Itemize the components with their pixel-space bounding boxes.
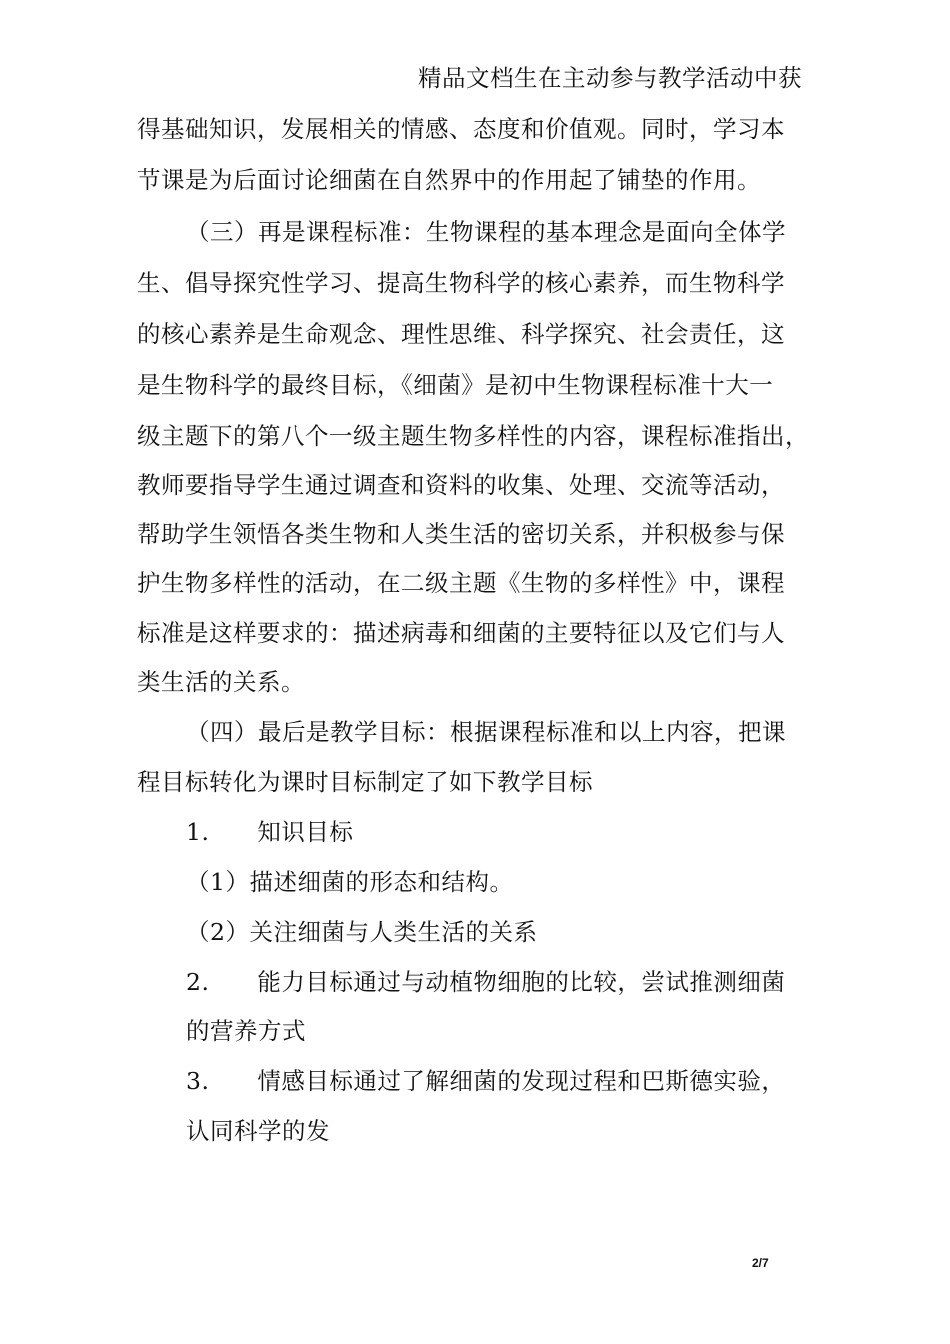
text-line: （三）再是课程标准：生物课程的基本理念是面向全体学 [186, 218, 786, 246]
text-line: 的核心素养是生命观念、理性思维、科学探究、社会责任，这 [137, 320, 785, 348]
list-item-continued: 的营养方式 [186, 1017, 306, 1045]
list-item: 1. 知识目标 [186, 818, 354, 846]
text-line: 类生活的关系。 [137, 668, 305, 696]
page-number: 2/7 [752, 1256, 769, 1270]
text-line: 得基础知识，发展相关的情感、态度和价值观。同时，学习本 [137, 115, 785, 143]
text-line: 帮助学生领悟各类生物和人类生活的密切关系，并积极参与保 [137, 520, 785, 548]
text-line: （四）最后是教学目标：根据课程标准和以上内容，把课 [186, 718, 786, 746]
header-line: 精品文档生在主动参与教学活动中获 [418, 64, 802, 92]
text-line: 标准是这样要求的：描述病毒和细菌的主要特征以及它们与人 [137, 619, 785, 647]
text-line: 程目标转化为课时目标制定了如下教学目标 [137, 768, 593, 796]
list-item: 3. 情感目标通过了解细菌的发现过程和巴斯德实验， [186, 1067, 786, 1095]
text-line: 生、倡导探究性学习、提高生物科学的核心素养，而生物科学 [137, 269, 785, 297]
text-line: 护生物多样性的活动，在二级主题《生物的多样性》中，课程 [137, 569, 785, 597]
list-item: （2）关注细菌与人类生活的关系 [186, 918, 538, 946]
text-line: 级主题下的第八个一级主题生物多样性的内容，课程标准指出， [137, 422, 809, 450]
list-item: （1）描述细菌的形态和结构。 [186, 868, 514, 896]
list-item-continued: 认同科学的发 [186, 1117, 330, 1145]
list-item: 2. 能力目标通过与动植物细胞的比较，尝试推测细菌 [186, 968, 786, 996]
text-line: 是生物科学的最终目标，《细菌》是初中生物课程标准十大一 [137, 371, 774, 399]
text-line: 节课是为后面讨论细菌在自然界中的作用起了铺垫的作用。 [137, 166, 761, 194]
text-line: 教师要指导学生通过调查和资料的收集、处理、交流等活动， [137, 471, 785, 499]
